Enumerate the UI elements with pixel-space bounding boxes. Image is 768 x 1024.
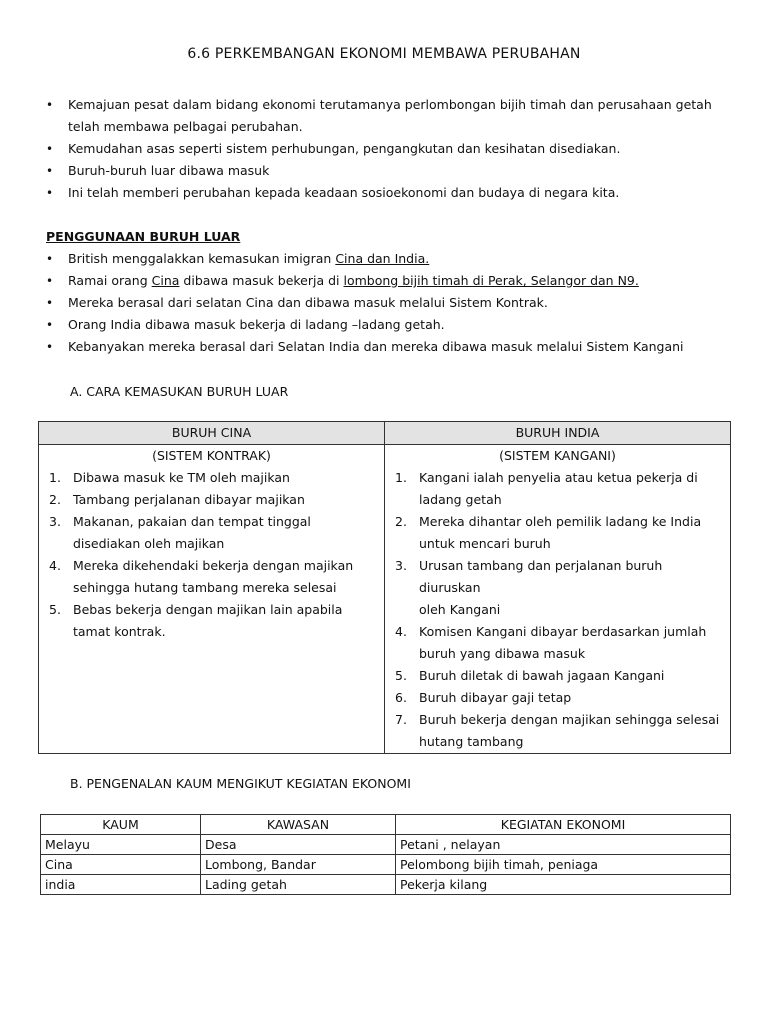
- buruh-bullet-4: • Orang India dibawa masuk bekerja di ladang –ladang getah.: [46, 314, 736, 336]
- buruh-bullet-2-underlined-a: Cina: [151, 273, 180, 288]
- list-number: 7.: [395, 712, 407, 727]
- list-number: 3.: [49, 514, 61, 529]
- list-item-line: untuk mencari buruh: [419, 536, 551, 551]
- list-number: 3.: [395, 558, 407, 573]
- table-cell: india: [41, 875, 201, 895]
- table-cell: Petani , nelayan: [396, 835, 731, 855]
- list-item-line: oleh Kangani: [419, 602, 501, 617]
- buruh-bullet-1-underlined: Cina dan India.: [335, 251, 430, 266]
- buruh-cina-list: [39, 467, 384, 643]
- table-header-row: [41, 815, 731, 835]
- list-item-line: sehingga hutang tambang mereka selesai: [73, 580, 337, 595]
- table-cell: Cina: [41, 855, 201, 875]
- list-item-line: Kangani ialah penyelia atau ketua pekerja di: [419, 470, 698, 485]
- table-cell: Pelombong bijih timah, peniaga: [396, 855, 731, 875]
- list-item-line: Buruh diletak di bawah jagaan Kangani: [419, 668, 665, 683]
- list-number: 2.: [49, 492, 61, 507]
- intro-bullet-2: • Kemudahan asas seperti sistem perhubungan, pengangkutan dan kesihatan disediakan.: [46, 138, 736, 160]
- buruh-india-item-7: [395, 709, 720, 753]
- intro-bullet-3: • Buruh-buruh luar dibawa masuk: [46, 160, 736, 182]
- table-header-cell: KEGIATAN EKONOMI: [396, 815, 731, 835]
- table-row: [41, 855, 731, 875]
- buruh-bullet-2-underlined-b: lombong bijih timah di Perak, Selangor dan N9.: [343, 273, 639, 288]
- table-cell: Melayu: [41, 835, 201, 855]
- section-heading-penggunaan-buruh-luar: PENGGUNAAN BURUH LUAR: [46, 229, 241, 244]
- list-item-line: Makanan, pakaian dan tempat tinggal: [73, 514, 311, 529]
- buruh-bullet-2-text-a: Ramai orang: [68, 273, 152, 288]
- table-row: [41, 835, 731, 855]
- sistem-kontrak-label: (SISTEM KONTRAK): [152, 448, 271, 463]
- table-header-buruh-india: BURUH INDIA: [385, 422, 731, 445]
- table-cell: Lading getah: [201, 875, 396, 895]
- list-item-line: Bebas bekerja dengan majikan lain apabila: [73, 602, 343, 617]
- buruh-bullet-3: • Mereka berasal dari selatan Cina dan dibawa masuk melalui Sistem Kontrak.: [46, 292, 736, 314]
- page-title: 6.6 PERKEMBANGAN EKONOMI MEMBAWA PERUBAHAN: [187, 46, 581, 62]
- table-kaum-kegiatan: [40, 814, 731, 895]
- buruh-cina-item-2: [49, 489, 374, 511]
- buruh-india-item-5: [395, 665, 720, 687]
- buruh-bullet-2-text-b: dibawa masuk bekerja di: [179, 273, 344, 288]
- table-row: [41, 875, 731, 895]
- list-number: 5.: [395, 668, 407, 683]
- list-number: 4.: [395, 624, 407, 639]
- buruh-cina-item-1: [49, 467, 374, 489]
- list-item-line: tamat kontrak.: [73, 624, 166, 639]
- buruh-bullet-5: • Kebanyakan mereka berasal dari Selatan India dan mereka dibawa masuk melalui Sistem Kangani: [46, 336, 736, 358]
- buruh-bullet-2: [46, 270, 736, 292]
- buruh-cina-item-3: [49, 511, 374, 555]
- list-item-line: Buruh bekerja dengan majikan sehingga selesai: [419, 712, 720, 727]
- buruh-india-item-2: [395, 511, 720, 555]
- list-item-line: Mereka dihantar oleh pemilik ladang ke India: [419, 514, 702, 529]
- list-item-line: ladang getah: [419, 492, 502, 507]
- buruh-bullet-list: [46, 248, 736, 358]
- table-cell: Desa: [201, 835, 396, 855]
- list-number: 6.: [395, 690, 407, 705]
- buruh-cina-item-5: [49, 599, 374, 643]
- table-header-cell: KAUM: [41, 815, 201, 835]
- buruh-india-item-6: [395, 687, 720, 709]
- section-a-heading: A. CARA KEMASUKAN BURUH LUAR: [70, 384, 289, 399]
- sistem-kangani-label: (SISTEM KANGANI): [499, 448, 616, 463]
- buruh-cina-cell: [39, 445, 385, 754]
- buruh-india-cell: [385, 445, 731, 754]
- table-cell: Pekerja kilang: [396, 875, 731, 895]
- list-item-line: Urusan tambang dan perjalanan buruh diuruskan: [419, 558, 663, 595]
- table-header-cell: KAWASAN: [201, 815, 396, 835]
- buruh-india-list: [385, 467, 730, 753]
- table-cara-kemasukan: [38, 421, 731, 754]
- table-cell: Lombong, Bandar: [201, 855, 396, 875]
- table-header-buruh-cina: BURUH CINA: [39, 422, 385, 445]
- buruh-cina-item-4: [49, 555, 374, 599]
- buruh-india-item-3: [395, 555, 720, 621]
- list-number: 2.: [395, 514, 407, 529]
- list-number: 4.: [49, 558, 61, 573]
- section-b-heading: B. PENGENALAN KAUM MENGIKUT KEGIATAN EKONOMI: [70, 776, 411, 791]
- buruh-bullet-1: [46, 248, 736, 270]
- list-item-line: buruh yang dibawa masuk: [419, 646, 586, 661]
- list-item-line: disediakan oleh majikan: [73, 536, 225, 551]
- list-item-line: hutang tambang: [419, 734, 524, 749]
- intro-bullet-list: [46, 94, 736, 204]
- list-item-line: Tambang perjalanan dibayar majikan: [73, 492, 305, 507]
- list-number: 1.: [395, 470, 407, 485]
- list-number: 1.: [49, 470, 61, 485]
- buruh-india-item-1: [395, 467, 720, 511]
- intro-bullet-4: • Ini telah memberi perubahan kepada keadaan sosioekonomi dan budaya di negara kita.: [46, 182, 736, 204]
- list-item-line: Buruh dibayar gaji tetap: [419, 690, 572, 705]
- list-item-line: Komisen Kangani dibayar berdasarkan jumlah: [419, 624, 707, 639]
- list-item-line: Mereka dikehendaki bekerja dengan majikan: [73, 558, 354, 573]
- buruh-india-item-4: [395, 621, 720, 665]
- list-number: 5.: [49, 602, 61, 617]
- buruh-bullet-1-text: British menggalakkan kemasukan imigran: [68, 251, 336, 266]
- intro-bullet-1: • Kemajuan pesat dalam bidang ekonomi terutamanya perlombongan bijih timah dan perusahaan getah telah membawa pelbagai perubahan.: [46, 94, 736, 138]
- list-item-line: Dibawa masuk ke TM oleh majikan: [73, 470, 290, 485]
